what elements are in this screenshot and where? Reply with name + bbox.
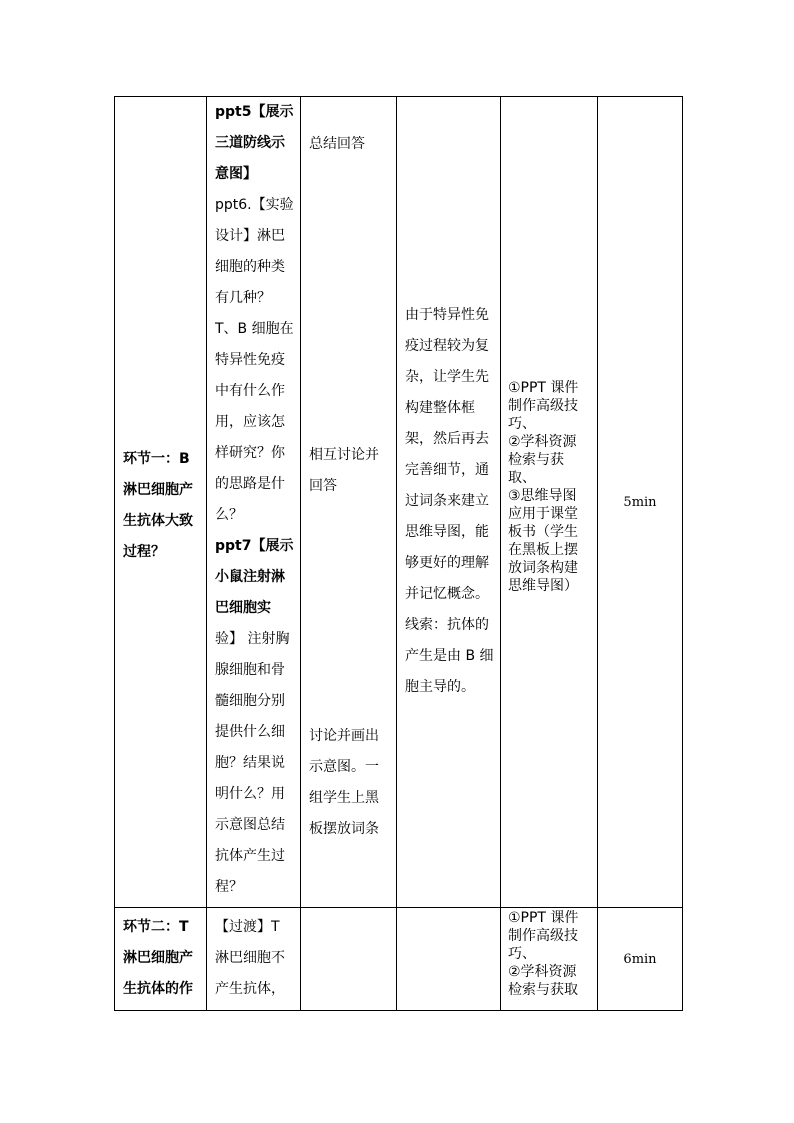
design-intent-line: 完善细节，通 bbox=[405, 462, 489, 478]
content-line: 的思路是什 bbox=[215, 476, 285, 492]
content-line: 意图】 bbox=[215, 166, 257, 182]
content-line: 中有什么作 bbox=[215, 383, 285, 399]
technology-cell bbox=[501, 908, 598, 1011]
content-line: 三道防线示 bbox=[215, 135, 285, 151]
stage-line: 淋巴细胞产 bbox=[123, 950, 193, 966]
lesson-plan-table bbox=[114, 96, 683, 1011]
student-activity-line: 示意图。一 bbox=[309, 759, 379, 775]
technology-line: ②学科资源 bbox=[508, 964, 577, 980]
stage-line: 淋巴细胞产 bbox=[123, 482, 193, 498]
content-line: 么？ bbox=[215, 507, 243, 523]
stage-line: 环节二：T bbox=[123, 919, 189, 935]
content-line: 特异性免疫 bbox=[215, 352, 285, 368]
student-activity-line: 总结回答 bbox=[309, 136, 365, 152]
student-activity-line: 板摆放词条 bbox=[309, 821, 379, 837]
design-intent-line: 线索：抗体的 bbox=[405, 617, 489, 633]
student-activity-cell bbox=[301, 908, 397, 1011]
content-line: 设计】淋巴 bbox=[215, 228, 285, 244]
table-row bbox=[115, 908, 683, 1011]
technology-line: 巧、 bbox=[508, 416, 536, 432]
content-line: 淋巴细胞不 bbox=[215, 950, 285, 966]
design-intent-line: 思维导图，能 bbox=[405, 524, 489, 540]
time-cell bbox=[598, 908, 683, 1011]
content-line: 胞？结果说 bbox=[215, 755, 285, 771]
stage-cell bbox=[115, 97, 207, 908]
content-line: 明什么？用 bbox=[215, 786, 285, 802]
design-intent-line: 胞主导的。 bbox=[405, 679, 475, 695]
technology-line: ①PPT 课件 bbox=[508, 380, 579, 396]
content-line: T、B 细胞在 bbox=[215, 321, 294, 337]
stage-cell bbox=[115, 908, 207, 1011]
student-activity-line: 回答 bbox=[309, 478, 337, 494]
content-cell bbox=[207, 97, 301, 908]
content-cell bbox=[207, 908, 301, 1011]
technology-line: ①PPT 课件 bbox=[508, 910, 579, 926]
technology-line: ②学科资源 bbox=[508, 434, 577, 450]
content-line: 【过渡】T bbox=[215, 919, 280, 935]
student-activity-line: 相互讨论并 bbox=[309, 447, 379, 463]
content-line: 用，应该怎 bbox=[215, 414, 285, 430]
technology-line: 在黑板上摆 bbox=[508, 542, 578, 558]
stage-line: 过程？ bbox=[123, 544, 165, 560]
time-value: 6min bbox=[623, 951, 657, 967]
design-intent-line: 杂，让学生先 bbox=[405, 369, 489, 385]
content-line: 小鼠注射淋 bbox=[215, 569, 285, 585]
technology-line: 思维导图） bbox=[508, 578, 578, 594]
technology-line: 取、 bbox=[508, 470, 536, 486]
content-line: 有几种？ bbox=[215, 290, 271, 306]
content-line: 髓细胞分别 bbox=[215, 693, 285, 709]
design-intent-line: 够更好的理解 bbox=[405, 555, 489, 571]
content-line: 腺细胞和骨 bbox=[215, 662, 285, 678]
content-line: ppt6.【实验 bbox=[215, 197, 294, 213]
technology-line: 制作高级技 bbox=[508, 928, 578, 944]
time-cell bbox=[598, 97, 683, 908]
design-intent-line: 产生是由 B 细 bbox=[405, 648, 494, 664]
technology-line: 巧、 bbox=[508, 946, 536, 962]
design-intent-line: 架，然后再去 bbox=[405, 431, 489, 447]
time-value: 5min bbox=[623, 494, 657, 510]
content-line: 提供什么细 bbox=[215, 724, 285, 740]
content-line: 巴细胞实 bbox=[215, 600, 271, 616]
student-activity-line: 讨论并画出 bbox=[309, 728, 379, 744]
design-intent-line: 并记忆概念。 bbox=[405, 586, 489, 602]
table-row bbox=[115, 97, 683, 908]
content-line: ppt7【展示 bbox=[215, 538, 294, 554]
student-activity-cell bbox=[301, 97, 397, 908]
content-line: 验】 注射胸 bbox=[215, 631, 290, 647]
stage-line: 生抗体大致 bbox=[123, 513, 193, 529]
technology-cell bbox=[501, 97, 598, 908]
stage-line: 生抗体的作 bbox=[123, 981, 193, 997]
technology-line: 检索与获 bbox=[508, 452, 564, 468]
technology-line: 放词条构建 bbox=[508, 560, 578, 576]
content-line: 示意图总结 bbox=[215, 817, 285, 833]
technology-line: 检索与获取 bbox=[508, 982, 578, 998]
technology-line: 板书（学生 bbox=[508, 524, 578, 540]
design-intent-line: 过词条来建立 bbox=[405, 493, 489, 509]
design-intent-cell bbox=[397, 908, 501, 1011]
content-line: 细胞的种类 bbox=[215, 259, 285, 275]
content-line: 样研究？你 bbox=[215, 445, 285, 461]
content-line: ppt5【展示 bbox=[215, 104, 294, 120]
technology-line: 应用于课堂 bbox=[508, 506, 578, 522]
stage-line: 环节一：B bbox=[123, 451, 190, 467]
content-line: 抗体产生过 bbox=[215, 848, 285, 864]
technology-line: ③思维导图 bbox=[508, 488, 577, 504]
content-line: 程？ bbox=[215, 879, 243, 895]
design-intent-cell bbox=[397, 97, 501, 908]
technology-line: 制作高级技 bbox=[508, 398, 578, 414]
student-activity-line: 组学生上黑 bbox=[309, 790, 379, 806]
design-intent-line: 疫过程较为复 bbox=[405, 338, 489, 354]
content-line: 产生抗体， bbox=[215, 981, 285, 997]
design-intent-line: 构建整体框 bbox=[405, 400, 475, 416]
design-intent-line: 由于特异性免 bbox=[405, 307, 489, 323]
